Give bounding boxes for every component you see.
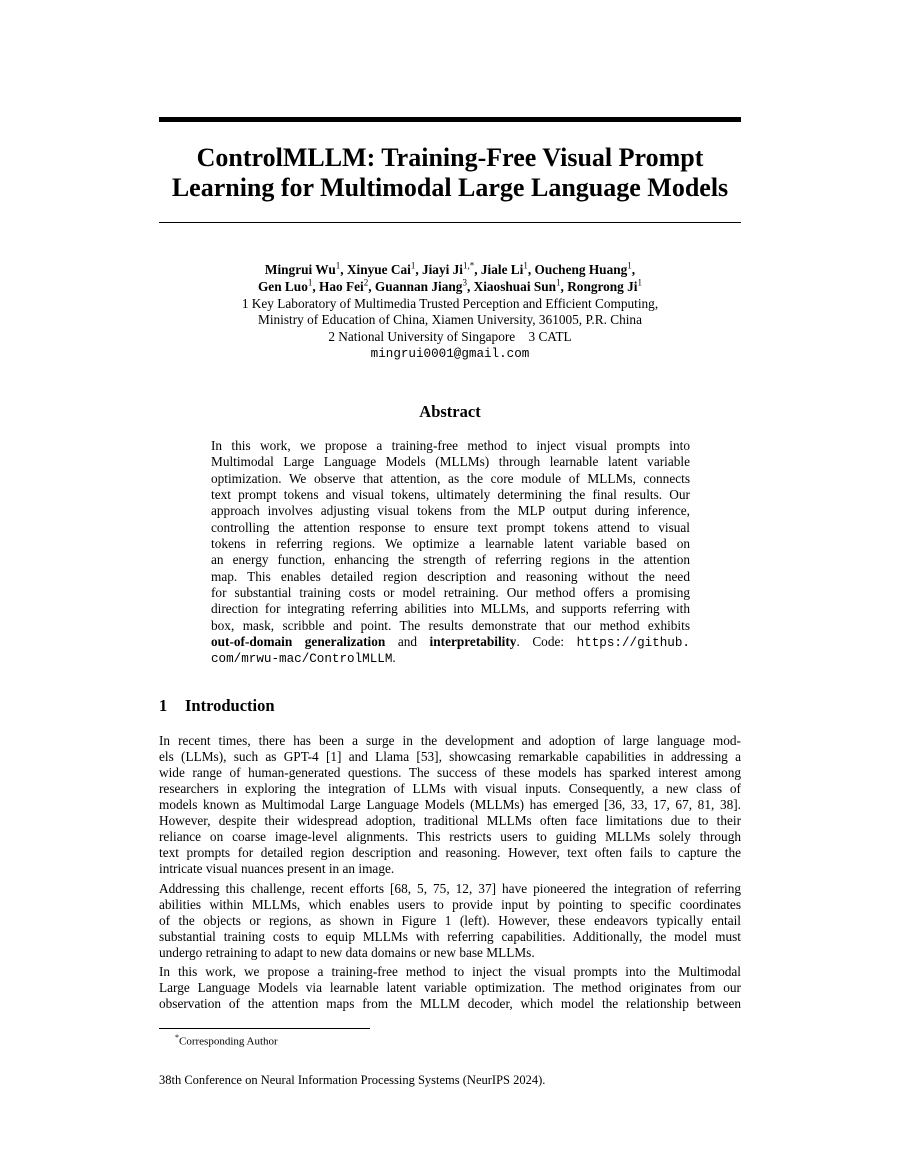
text-line: box, mask, scribble and point. The results demonstrate that our method exhibits (211, 617, 690, 633)
text-line: However, despite their widespread adoption, traditional MLLMs often face limitations due to their (159, 813, 741, 828)
section-title: Introduction (185, 696, 275, 715)
author-name: Rongrong Ji (567, 278, 638, 294)
abstract-text (211, 438, 690, 667)
text-line: text prompt tokens and visual tokens, ultimately determining the final results. Our (211, 487, 690, 503)
section-number: 1 (159, 696, 168, 715)
text-line: els (LLMs), such as GPT-4 [1] and Llama [53], showcasing remarkable capabilities in addressing a (159, 749, 741, 764)
abstract-heading: Abstract (419, 402, 481, 421)
text-span: and (385, 634, 430, 650)
affiliation: 1 Key Laboratory of Multimedia Trusted Perception and Efficient Computing, (241, 295, 659, 311)
intro-paragraph (159, 733, 741, 877)
text-line: undergo retraining to adapt to new data domains or new base MLLMs. (159, 945, 535, 960)
author-affiliation-mark: 1,* (462, 260, 475, 271)
text-line: models known as Multimodal Large Language Models (MLLMs) has emerged [36, 33, 17, 67, 81, 38]. (159, 797, 741, 812)
paper-title (159, 143, 741, 203)
author-affiliation-mark: 2 (363, 277, 369, 288)
text-line: Addressing this challenge, recent efforts [68, 5, 75, 12, 37] have pioneered the integration of referring (159, 881, 741, 896)
author-name: Jiale Li (480, 262, 524, 277)
author-affiliation-mark: 1 (637, 277, 643, 288)
title-bottom-rule (159, 222, 741, 223)
text-line: observation of the attention maps from the MLLM decoder, which model the relationship between (159, 996, 741, 1011)
title-line: Learning for Multimodal Large Language Models (171, 173, 729, 202)
text-span: . Code: (516, 634, 577, 650)
text-span: . (392, 650, 396, 666)
text-line: In recent times, there has been a surge in the development and adoption of large language mod- (159, 733, 741, 748)
text-line: intricate visual nuances present in an image. (159, 861, 395, 876)
author-name: Oucheng Huang (534, 262, 628, 277)
text-line: Multimodal Large Language Models (MLLMs) through learnable latent variable (211, 454, 690, 470)
code-link[interactable]: com/mrwu-mac/ControlMLLM (211, 652, 393, 667)
text-line: wide range of human-generated questions. The success of these models has sparked interest among (159, 765, 741, 780)
venue-notice: 38th Conference on Neural Information Processing Systems (NeurIPS 2024). (159, 1073, 546, 1087)
text-line (211, 634, 690, 650)
text-line: optimization. We observe that attention, as the core module of MLLMs, connects (211, 470, 690, 486)
text-line: direction for integrating referring abilities into MLLMs, and supports referring with (211, 601, 690, 617)
author-name: Gen Luo (257, 278, 308, 294)
affiliation: Ministry of Education of China, Xiamen University, 361005, P.R. China (258, 312, 642, 328)
author-name: Guannan Jiang (374, 278, 463, 294)
author-affiliation-mark: 3 (462, 277, 467, 288)
text-line: for substantial training costs or model retraining. Our method offers a promising (211, 585, 690, 601)
text-line: substantial training costs to equip MLLMs with referring capabilities. Additionally, the model must (159, 929, 741, 944)
code-link[interactable]: https://github. (576, 636, 690, 651)
text-line: of the objects or regions, as shown in Figure 1 (left). However, these endeavors typically entail (159, 913, 741, 928)
footnote-text: Corresponding Author (179, 1035, 278, 1048)
intro-paragraph (159, 964, 741, 1012)
text-line: an energy function, enhancing the strength of referring regions in the attention (211, 552, 690, 568)
author-affiliation-mark: 1 (556, 277, 561, 288)
text-line: researchers in exploring the integration of LLMs with visual inputs. Consequently, a new class of (159, 781, 741, 796)
intro-paragraph (159, 881, 741, 961)
footnote-rule (159, 1028, 370, 1029)
text-line: Large Language Models via learnable latent variable optimization. The method originates from our (159, 980, 741, 995)
text-line: In this work, we propose a training-free method to inject the visual prompts into the Multimodal (159, 964, 741, 979)
author-affiliation-mark: 1 (523, 260, 528, 271)
footnote-mark: * (175, 1033, 179, 1042)
text-line: reliance on coarse image-level alignments. This restricts users to guiding MLLMs solely through (159, 829, 741, 844)
author-line: Gen Luo$^1$, Hao Fei$^2$, Guannan Jiang$^3$, Xiaoshuai Sun$^1$, Rongrong Ji$^1$ (257, 277, 643, 294)
author-affiliation-mark: 1 (307, 277, 313, 288)
author-affiliation-mark: 1 (410, 260, 416, 271)
author-name: Xinyue Cai (346, 262, 411, 277)
author-affiliation-mark: 1 (627, 260, 632, 271)
affiliation: 3 CATL (528, 329, 572, 345)
author-block (159, 262, 741, 363)
text-line: map. This enables detailed region description and reasoning without the need (211, 568, 690, 584)
footnote (175, 1033, 278, 1048)
text-line: abilities within MLLMs, which enables users to provide input by pointing to specific coordinates (159, 897, 741, 912)
author-affiliation-mark: 1 (335, 260, 341, 271)
title-line: ControlMLLM: Training-Free Visual Prompt (196, 143, 704, 172)
author-name: Xiaoshuai Sun (473, 278, 557, 294)
affiliation-line (159, 329, 741, 346)
bold-text: interpretability (429, 634, 517, 650)
author-name: Jiayi Ji (421, 262, 463, 277)
text-line: In this work, we propose a training-free method to inject visual prompts into (211, 438, 690, 453)
text-line (211, 650, 690, 666)
section-heading-introduction (159, 696, 275, 716)
text-line: approach involves adjusting visual tokens from the MLP output during inference, (211, 503, 690, 519)
text-line: tokens in referring regions. We optimize a learnable latent variable based on (211, 536, 690, 552)
author-name: Hao Fei (319, 278, 364, 294)
author-email: mingrui0001@gmail.com (370, 346, 530, 361)
text-line: controlling the attention response to ensure text prompt tokens attend to visual (211, 519, 690, 535)
text-line: text prompts for detailed region description and reasoning. However, text often fails to capture the (159, 845, 741, 860)
affiliation: 2 National University of Singapore (328, 329, 516, 345)
author-line: Mingrui Wu$^1$, Xinyue Cai$^1$, Jiayi $Ji^{1,*}$, Jiale Li$^1$, Oucheng Huang$^1$, (264, 260, 636, 277)
title-top-rule (159, 117, 741, 122)
author-name: Mingrui Wu (264, 262, 336, 277)
bold-text: out-of-domain generalization (211, 634, 386, 650)
